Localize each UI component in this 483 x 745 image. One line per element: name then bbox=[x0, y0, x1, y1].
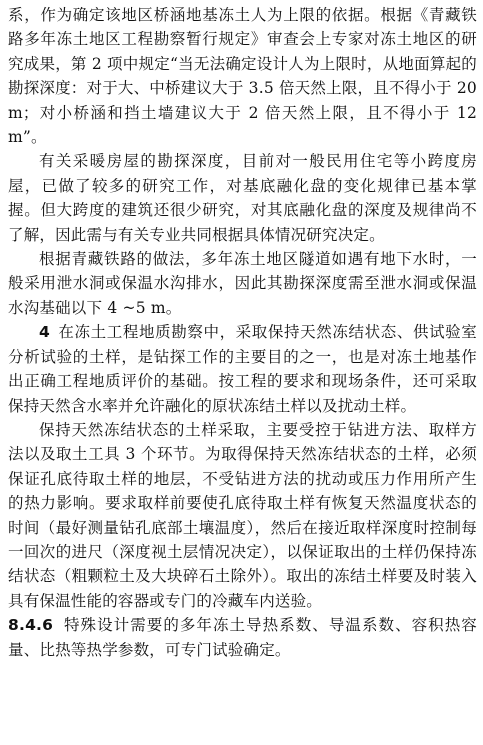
paragraph-heating-buildings: 有关采暖房屋的勘探深度，目前对一般民用住宅等小跨度房屋，已做了较多的研究工作，对基底融化盘的变化规律已基本掌握。但大跨度的建筑还很少研究，对其底融化盘的深度及规律尚不了解，因此需与有关专业共同根据具体情况研究决定。 bbox=[8, 152, 477, 244]
paragraph-item-4 bbox=[8, 320, 477, 418]
item-number: 4 bbox=[39, 323, 50, 342]
paragraph-continuation: 系，作为确定该地区桥涵地基冻土人为上限的依据。根据《青藏铁路多年冻土地区工程勘察暂行规定》审查会上专家对冻土地区的研究成果，第 2 项中规定“当无法确定设计人为上限时，从地面算起的勘探深度：对于大、中桥建议大于 3.5 倍天然上限，且不得小于 20 m；对小桥涵和挡土墙建议大于 2 倍天然上限，且不得小于 12 m”。 bbox=[8, 6, 477, 147]
clause-8-4-6 bbox=[8, 613, 477, 662]
paragraph-frozen-sampling: 保持天然冻结状态的土样采取，主要受控于钻进方法、取样方法以及取土工具 3 个环节。为取得保持天然冻结状态的土样，必须保证孔底待取土样的地层，不受钻进方法的扰动或压力作用所产生的热力影响。要求取样前要使孔底待取土样有恢复天然温度状态的时间（最好测量钻孔底部土壤温度），然后在接近取样深度时控制每一回次的进尺（深度视土层情况决定），以保证取出的土样仍保持冻结状态（粗颗粒土及大块碎石土除外）。取出的冻结土样要及时装入具有保温性能的容器或专门的冷藏车内送验。 bbox=[8, 420, 477, 610]
clause-8-4-6-text: 特殊设计需要的多年冻土导热系数、导温系数、容积热容量、比热等热学参数，可专门试验确定。 bbox=[8, 616, 477, 659]
clause-number: 8.4.6 bbox=[8, 616, 54, 635]
paragraph-tunnel-depth: 根据青藏铁路的做法，多年冻土地区隧道如遇有地下水时，一般采用泄水洞或保温水沟排水，因此其勘探深度需至泄水洞或保温水沟基础以下 4 ~5 m。 bbox=[8, 250, 477, 317]
item-4-text: 在冻土工程地质勘察中，采取保持天然冻结状态、供试验室分析试验的土样，是钻探工作的主要目的之一，也是对冻土地基作出正确工程地质评价的基础。按工程的要求和现场条件，还可采取保持天然含水率并允许融化的原状冻结土样以及扰动土样。 bbox=[8, 323, 477, 415]
